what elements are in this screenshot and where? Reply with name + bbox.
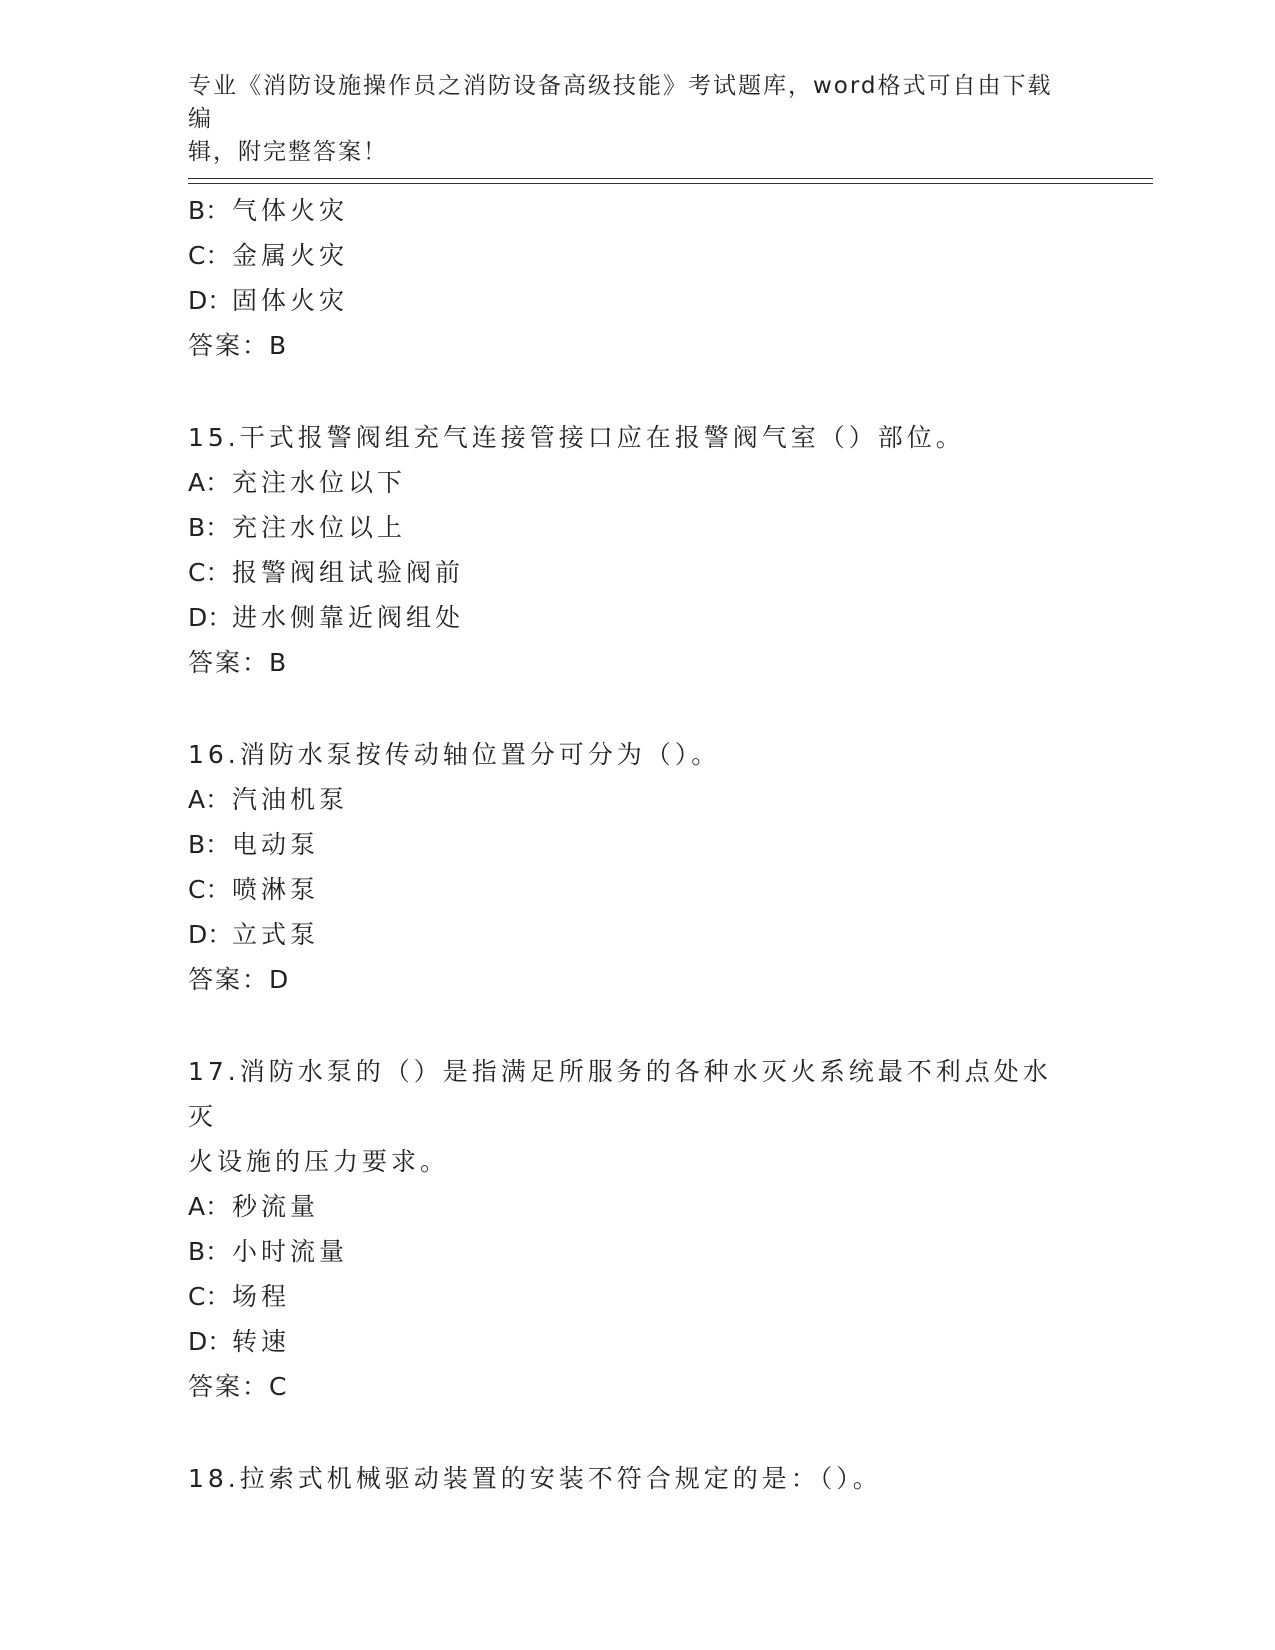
option-letter: C：: [188, 241, 231, 270]
option-text: 进水侧靠近阀组处: [232, 603, 465, 632]
option-letter: B：: [188, 1237, 231, 1266]
question-stem-line-1: 17.消防水泵的（）是指满足所服务的各种水灭火系统最不利点处水灭: [188, 1057, 1052, 1131]
document-header: [188, 70, 1068, 169]
option-b: [188, 1229, 1088, 1274]
option-text: 立式泵: [232, 920, 320, 949]
option-c: [188, 550, 1088, 595]
option-c: [188, 233, 1088, 278]
answer-line: 答案：D: [188, 965, 291, 994]
question-17: [188, 1049, 1088, 1409]
option-d: [188, 912, 1088, 957]
question-stem: 16.消防水泵按传动轴位置分可分为（）。: [188, 740, 721, 769]
option-a: [188, 460, 1088, 505]
option-text: 充注水位以上: [232, 513, 407, 542]
option-d: [188, 1319, 1088, 1364]
option-letter: C：: [188, 875, 231, 904]
option-letter: A：: [188, 468, 231, 497]
spacer: [188, 1409, 1088, 1456]
option-b: [188, 822, 1088, 867]
option-c: [188, 1274, 1088, 1319]
answer-line: 答案：C: [188, 1372, 289, 1401]
option-d: [188, 595, 1088, 640]
option-letter: C：: [188, 1282, 231, 1311]
option-letter: D：: [188, 1327, 233, 1356]
spacer: [188, 1002, 1088, 1049]
question-18: [188, 1456, 1088, 1501]
question-16: [188, 732, 1088, 1002]
spacer: [188, 368, 1088, 415]
option-b: [188, 505, 1088, 550]
answer-line: 答案：B: [188, 331, 289, 360]
question-list: [188, 188, 1088, 1501]
option-a: [188, 777, 1088, 822]
question-stem: 18.拉索式机械驱动装置的安装不符合规定的是：（）。: [188, 1464, 882, 1493]
option-letter: D：: [188, 920, 233, 949]
option-text: 气体火灾: [232, 196, 349, 225]
option-text: 金属火灾: [232, 241, 349, 270]
header-divider-bottom: [188, 183, 1153, 184]
question-14-continued: [188, 188, 1088, 368]
question-15: [188, 415, 1088, 685]
option-a: [188, 1184, 1088, 1229]
option-text: 秒流量: [232, 1192, 320, 1221]
option-d: [188, 278, 1088, 323]
option-letter: A：: [188, 785, 231, 814]
option-letter: D：: [188, 603, 233, 632]
option-c: [188, 867, 1088, 912]
option-text: 场程: [232, 1282, 291, 1311]
spacer: [188, 685, 1088, 732]
option-letter: A：: [188, 1192, 231, 1221]
header-divider-top: [188, 178, 1153, 179]
question-stem: [188, 1049, 1068, 1184]
option-letter: D：: [188, 286, 233, 315]
option-letter: B：: [188, 196, 231, 225]
option-b: [188, 188, 1088, 233]
question-stem-line-2: 火设施的压力要求。: [188, 1147, 450, 1176]
header-line-2: 辑，附完整答案！: [188, 139, 388, 165]
option-text: 报警阀组试验阀前: [232, 558, 465, 587]
option-letter: C：: [188, 558, 231, 587]
answer-line: 答案：B: [188, 648, 289, 677]
option-text: 汽油机泵: [232, 785, 349, 814]
option-text: 电动泵: [232, 830, 320, 859]
header-line-1: 专业《消防设施操作员之消防设备高级技能》考试题库，word格式可自由下载编: [188, 73, 1053, 132]
option-text: 转速: [232, 1327, 291, 1356]
option-letter: B：: [188, 513, 231, 542]
option-text: 充注水位以下: [232, 468, 407, 497]
option-text: 小时流量: [232, 1237, 349, 1266]
option-text: 固体火灾: [232, 286, 349, 315]
option-text: 喷淋泵: [232, 875, 320, 904]
option-letter: B：: [188, 830, 231, 859]
question-stem: 15.干式报警阀组充气连接管接口应在报警阀气室（）部位。: [188, 423, 965, 452]
